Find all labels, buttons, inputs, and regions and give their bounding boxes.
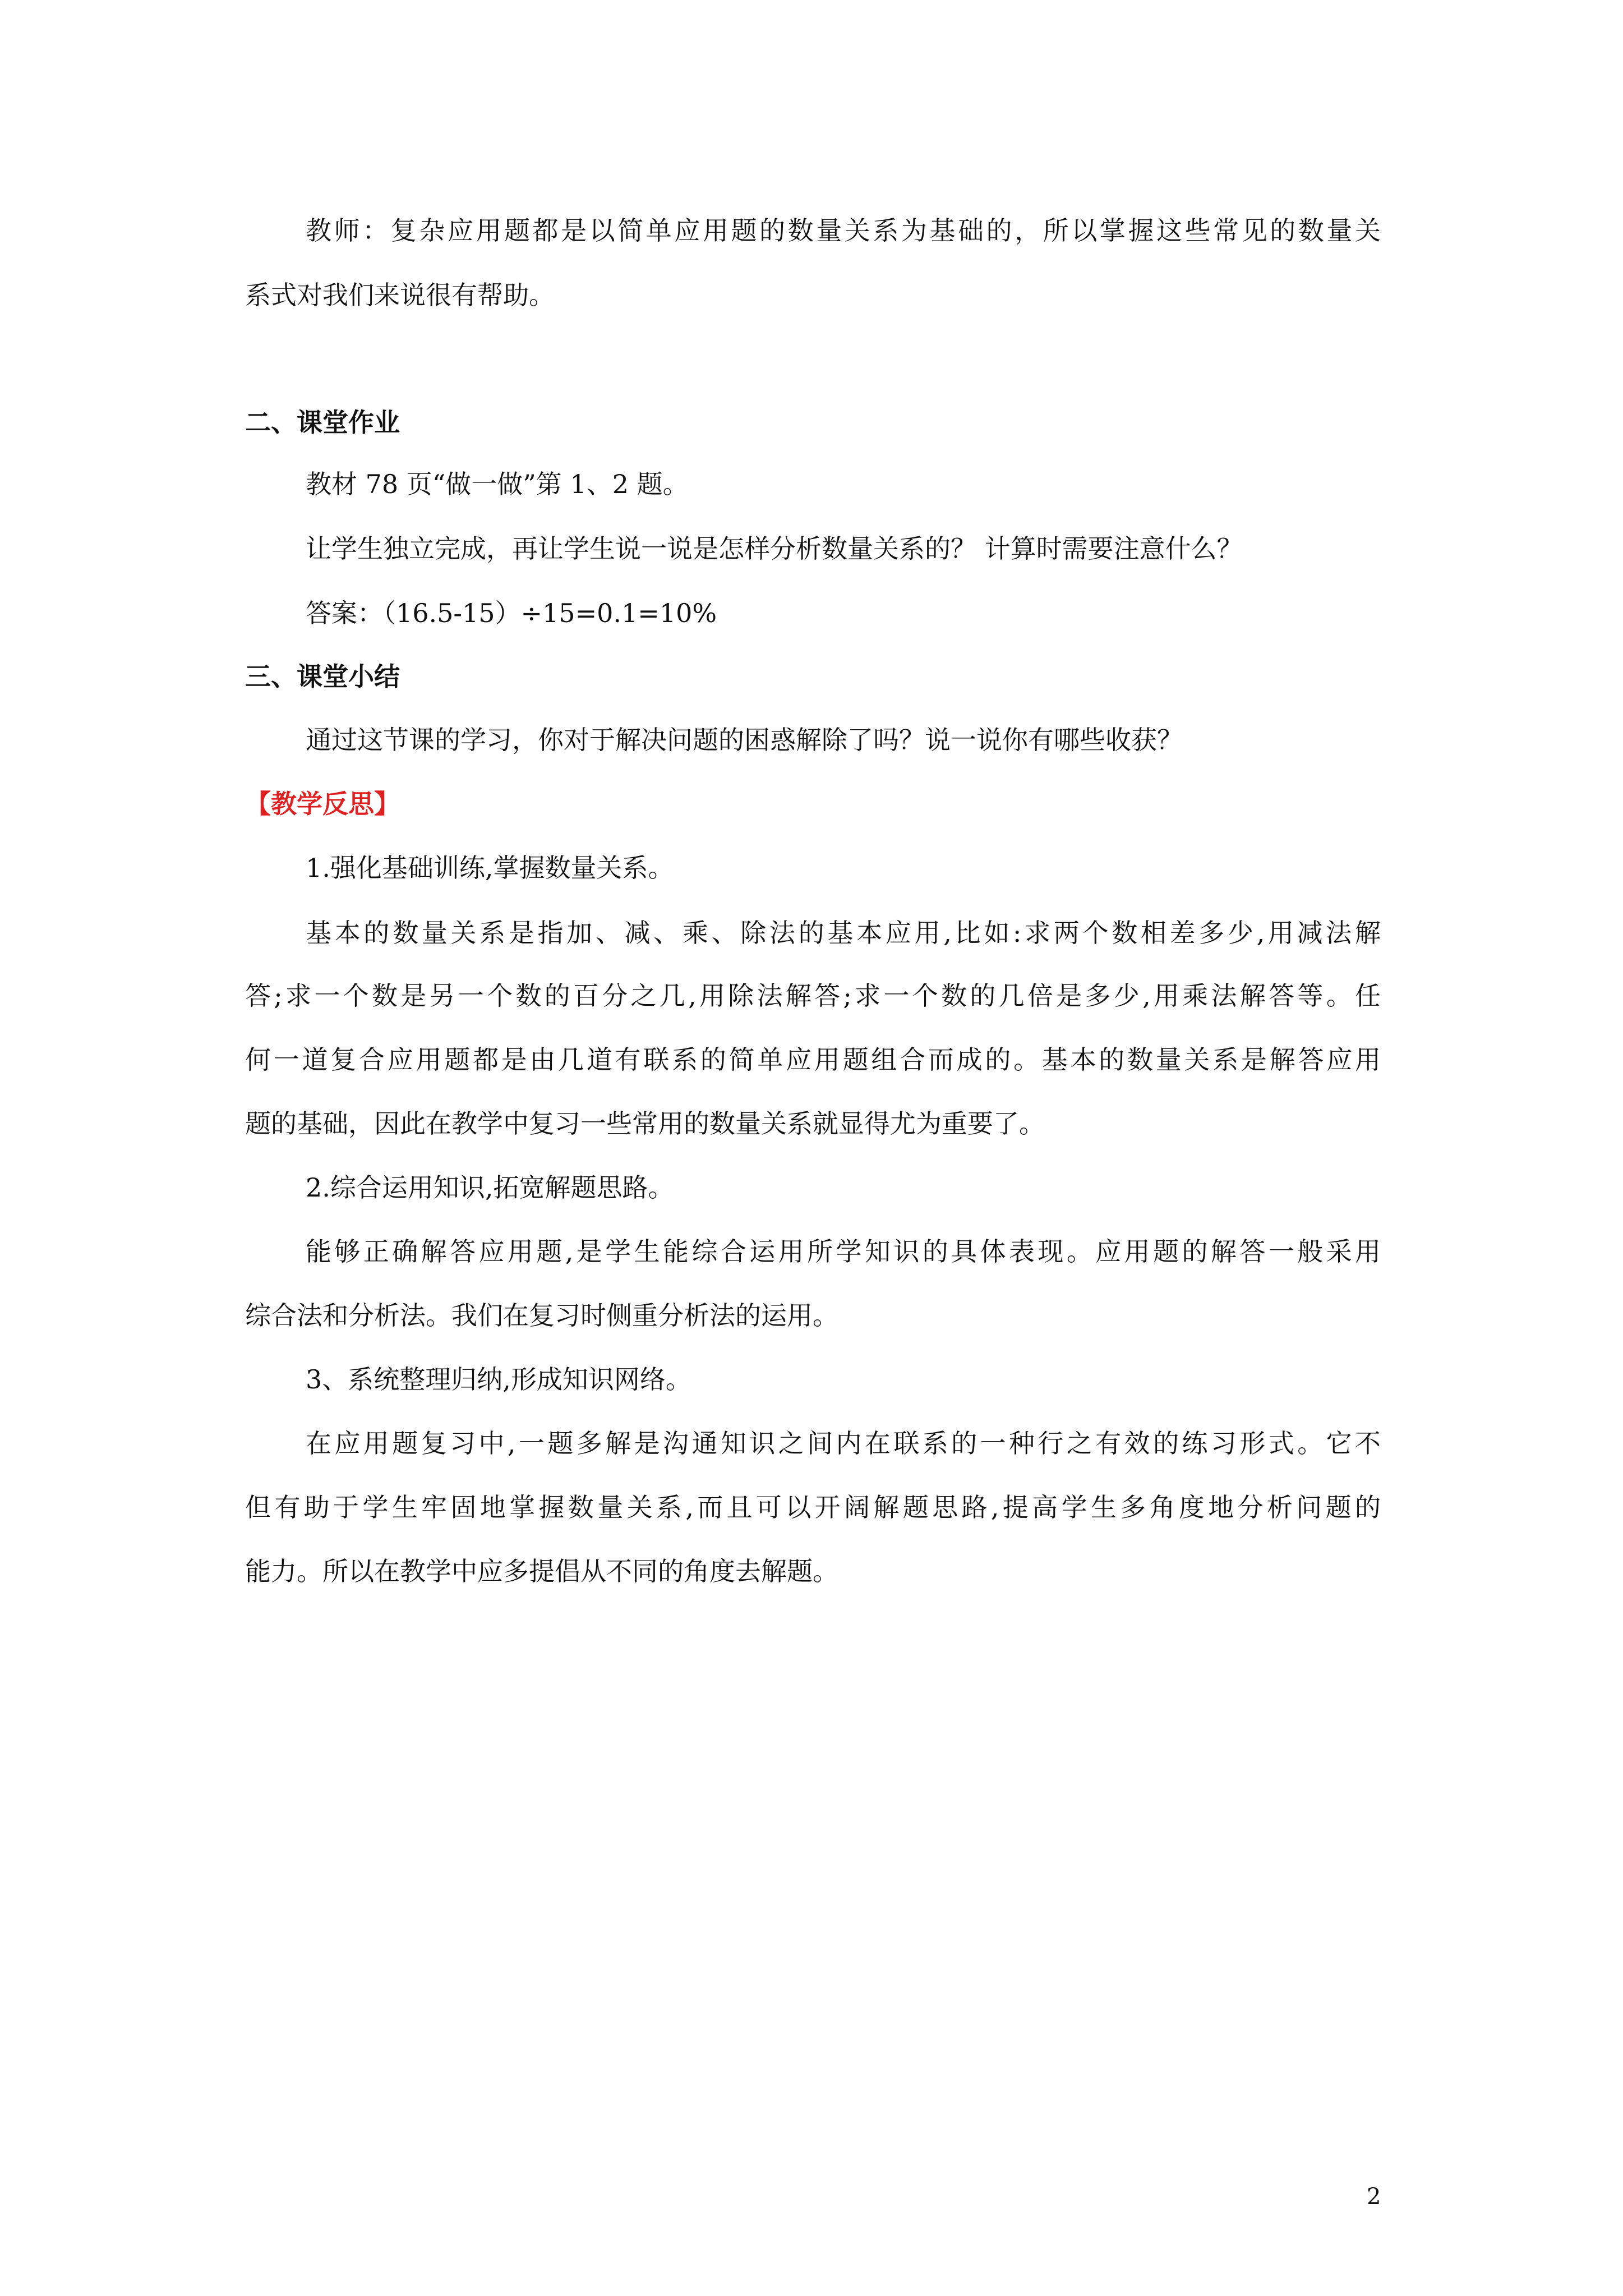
page-number: 2: [1367, 2184, 1381, 2210]
summary-text: 通过这节课的学习，你对于解决问题的困惑解除了吗？说一说你有哪些收获？: [306, 725, 1183, 755]
reflection-point-3-line-2: 但有助于学生牢固地掌握数量关系,而且可以开阔解题思路,提高学生多角度地分析问题的: [245, 1492, 1381, 1522]
reflection-heading: 【教学反思】: [245, 789, 400, 819]
reflection-point-2-line-2: 综合法和分析法。我们在复习时侧重分析法的运用。: [245, 1300, 838, 1331]
reflection-point-3-title: 3、系统整理归纳,形成知识网络。: [306, 1364, 691, 1395]
homework-item-1: 教材 78 页“做一做”第 1、2 题。: [306, 469, 689, 499]
homework-heading: 二、课堂作业: [245, 407, 400, 438]
reflection-point-1-line-1: 基本的数量关系是指加、减、乘、除法的基本应用,比如:求两个数相差多少,用减法解: [306, 918, 1381, 948]
reflection-point-2-line-1: 能够正确解答应用题,是学生能综合运用所学知识的具体表现。应用题的解答一般采用: [306, 1236, 1381, 1267]
reflection-point-1-line-3: 何一道复合应用题都是由几道有联系的简单应用题组合而成的。基本的数量关系是解答应用: [245, 1045, 1381, 1075]
reflection-point-3-line-1: 在应用题复习中,一题多解是沟通知识之间内在联系的一种行之有效的练习形式。它不: [306, 1428, 1381, 1458]
reflection-point-3-line-3: 能力。所以在教学中应多提倡从不同的角度去解题。: [245, 1556, 838, 1586]
teacher-note-line-1: 教师：复杂应用题都是以简单应用题的数量关系为基础的，所以掌握这些常见的数量关: [306, 215, 1381, 246]
summary-heading: 三、课堂小结: [245, 661, 400, 692]
homework-answer: 答案：（16.5-15）÷15=0.1=10%: [306, 598, 717, 628]
reflection-point-1-line-2: 答;求一个数是另一个数的百分之几,用除法解答;求一个数的几倍是多少,用乘法解答等。任: [245, 981, 1381, 1011]
teacher-note-line-2: 系式对我们来说很有帮助。: [245, 280, 555, 310]
homework-item-2: 让学生独立完成，再让学生说一说是怎样分析数量关系的？ 计算时需要注意什么？: [306, 533, 1243, 564]
reflection-point-1-title: 1.强化基础训练,掌握数量关系。: [306, 853, 674, 883]
reflection-point-2-title: 2.综合运用知识,拓宽解题思路。: [306, 1172, 674, 1203]
reflection-point-1-line-4: 题的基础，因此在教学中复习一些常用的数量关系就显得尤为重要了。: [245, 1108, 1045, 1139]
